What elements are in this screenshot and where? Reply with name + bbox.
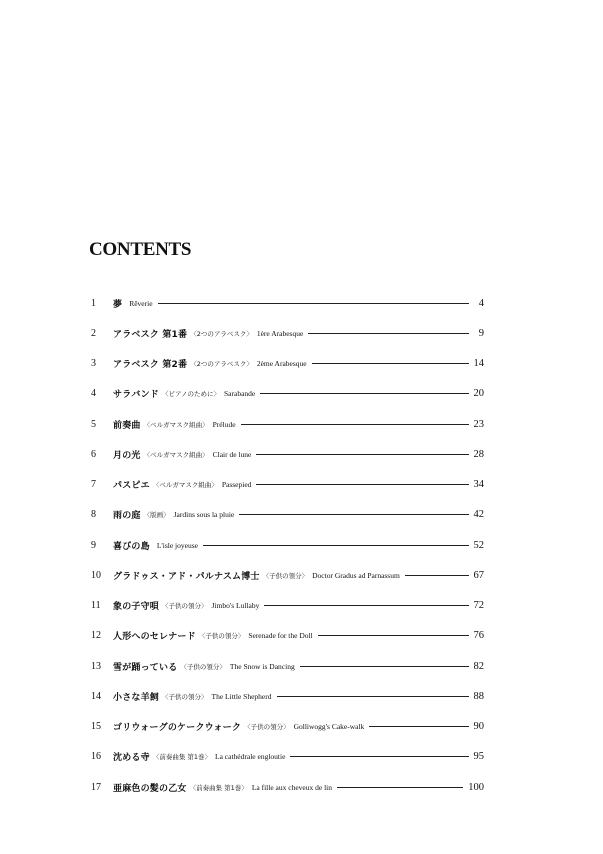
entry-page: 14 bbox=[473, 358, 484, 370]
entry-number: 6 bbox=[91, 448, 96, 460]
entry-number: 16 bbox=[91, 751, 101, 763]
entry-page: 20 bbox=[473, 388, 484, 400]
entry-title-en: La cathédrale engloutie bbox=[215, 752, 286, 762]
entry-title-jp: グラドゥス・アド・パルナスム博士 bbox=[113, 571, 260, 582]
entry-title-jp: 月の光 bbox=[113, 450, 141, 461]
entry-number: 2 bbox=[91, 327, 96, 339]
dot-leader bbox=[300, 666, 469, 667]
entry-title-en: The Snow is Dancing bbox=[229, 661, 295, 671]
entry-title-en: Sarabande bbox=[224, 389, 256, 399]
toc-entry bbox=[91, 530, 484, 560]
entry-page: 95 bbox=[473, 751, 484, 763]
toc-entry bbox=[91, 379, 484, 409]
dot-leader bbox=[337, 787, 463, 788]
toc-entry bbox=[91, 409, 484, 439]
dot-leader bbox=[405, 575, 469, 576]
dot-leader bbox=[241, 424, 469, 425]
entry-source: 〈前奏曲集 第1巻〉 bbox=[152, 753, 212, 762]
dot-leader bbox=[239, 514, 468, 515]
toc-entry bbox=[91, 681, 484, 711]
entry-title-en: La fille aux cheveux de lin bbox=[251, 782, 332, 792]
entry-title-en: 2ème Arabesque bbox=[256, 359, 307, 369]
entry-title-jp: 喜びの島 bbox=[113, 541, 150, 552]
entry-number: 15 bbox=[91, 721, 101, 733]
page-title: CONTENTS bbox=[89, 239, 192, 260]
entry-number: 1 bbox=[91, 297, 96, 309]
entry-title-en: The Little Shepherd bbox=[211, 691, 272, 701]
entry-title-jp: 沈める寺 bbox=[113, 753, 150, 764]
entry-page: 9 bbox=[478, 327, 484, 339]
toc-entry bbox=[91, 712, 484, 742]
entry-title-en: Jardins sous la pluie bbox=[173, 510, 235, 520]
entry-title-en: Prélude bbox=[212, 419, 236, 429]
entry-page: 4 bbox=[478, 297, 484, 309]
entry-number: 17 bbox=[91, 781, 101, 793]
dot-leader bbox=[318, 635, 469, 636]
entry-title-en: Doctor Gradus ad Parnassum bbox=[312, 570, 400, 580]
entry-title-en: 1ère Arabesque bbox=[256, 328, 304, 338]
toc-entry bbox=[91, 591, 484, 621]
entry-number: 11 bbox=[91, 600, 101, 612]
entry-source: 〈子供の領分〉 bbox=[244, 723, 290, 732]
entry-source: 〈ベルガマスク組曲〉 bbox=[152, 481, 218, 490]
entry-title-en: Clair de lune bbox=[212, 449, 252, 459]
entry-title-jp: 雨の庭 bbox=[113, 511, 141, 522]
dot-leader bbox=[312, 363, 469, 364]
entry-title-en: Passepied bbox=[221, 480, 252, 490]
entry-title-jp: サラバンド bbox=[113, 390, 160, 401]
entry-source: 〈ピアノのために〉 bbox=[162, 390, 220, 399]
entry-title-jp: アラベスク 第2番 bbox=[113, 360, 188, 371]
dot-leader bbox=[256, 454, 468, 455]
entry-page: 90 bbox=[473, 721, 484, 733]
entry-source: 〈前奏曲集 第1巻〉 bbox=[189, 783, 248, 792]
entry-title-en: L'isle joyeuse bbox=[156, 540, 198, 550]
dot-leader bbox=[308, 333, 469, 334]
entry-number: 13 bbox=[91, 660, 101, 672]
entry-number: 14 bbox=[91, 690, 101, 702]
toc-entry bbox=[91, 470, 484, 500]
entry-source: 〈ベルガマスク組曲〉 bbox=[143, 450, 209, 459]
entry-page: 34 bbox=[473, 479, 484, 491]
entry-title-jp: 亜麻色の髪の乙女 bbox=[113, 783, 187, 794]
toc-entry bbox=[91, 500, 484, 530]
entry-number: 10 bbox=[91, 569, 101, 581]
entry-number: 7 bbox=[91, 479, 96, 491]
entry-title-jp: 小さな羊飼 bbox=[113, 692, 160, 703]
toc-entry bbox=[91, 318, 484, 348]
entry-page: 42 bbox=[473, 509, 484, 521]
dot-leader bbox=[264, 605, 468, 606]
entry-source: 〈ベルガマスク組曲〉 bbox=[143, 420, 209, 429]
entry-page: 67 bbox=[473, 569, 484, 581]
entry-number: 9 bbox=[91, 539, 96, 551]
entry-title-jp: パスピエ bbox=[113, 481, 150, 492]
toc-entry bbox=[91, 651, 484, 681]
entry-page: 76 bbox=[473, 630, 484, 642]
entry-page: 28 bbox=[473, 448, 484, 460]
entry-title-en: Rêverie bbox=[129, 298, 153, 308]
entry-title-jp: 雪が踊っている bbox=[113, 662, 178, 673]
toc-entry bbox=[91, 560, 484, 590]
entry-title-jp: アラベスク 第1番 bbox=[113, 329, 188, 340]
toc-entry bbox=[91, 439, 484, 469]
dot-leader bbox=[260, 393, 468, 394]
dot-leader bbox=[369, 726, 468, 727]
entry-page: 52 bbox=[473, 539, 484, 551]
entry-title-jp: ゴリウォーグのケークウォーク bbox=[113, 723, 242, 734]
entry-page: 100 bbox=[468, 781, 484, 793]
dot-leader bbox=[203, 545, 469, 546]
toc-entry bbox=[91, 288, 484, 318]
entry-number: 12 bbox=[91, 630, 101, 642]
entry-number: 3 bbox=[91, 358, 96, 370]
entry-source: 〈子供の領分〉 bbox=[162, 692, 208, 701]
entry-page: 23 bbox=[473, 418, 484, 430]
dot-leader bbox=[256, 484, 468, 485]
entry-number: 4 bbox=[91, 388, 96, 400]
toc-entry bbox=[91, 621, 484, 651]
toc-entry bbox=[91, 772, 484, 802]
entry-number: 5 bbox=[91, 418, 96, 430]
entry-source: 〈2つのアラベスク〉 bbox=[190, 329, 253, 338]
table-of-contents bbox=[91, 288, 484, 802]
entry-source: 〈版画〉 bbox=[143, 511, 170, 520]
entry-title-jp: 夢 bbox=[113, 299, 123, 310]
entry-number: 8 bbox=[91, 509, 96, 521]
entry-title-en: Serenade for the Doll bbox=[248, 631, 313, 641]
entry-title-en: Jimbo's Lullaby bbox=[211, 601, 260, 611]
entry-page: 88 bbox=[473, 690, 484, 702]
dot-leader bbox=[277, 696, 469, 697]
entry-page: 82 bbox=[473, 660, 484, 672]
entry-source: 〈子供の領分〉 bbox=[198, 632, 245, 641]
entry-title-jp: 象の子守唄 bbox=[113, 602, 160, 613]
entry-title-en: Golliwogg's Cake-walk bbox=[293, 722, 365, 732]
dot-leader bbox=[158, 303, 469, 304]
entry-source: 〈子供の領分〉 bbox=[162, 602, 208, 611]
entry-source: 〈子供の領分〉 bbox=[262, 571, 309, 580]
entry-title-jp: 前奏曲 bbox=[113, 420, 141, 431]
entry-source: 〈子供の領分〉 bbox=[180, 662, 226, 671]
toc-entry bbox=[91, 742, 484, 772]
toc-entry bbox=[91, 349, 484, 379]
entry-title-jp: 人形へのセレナード bbox=[113, 632, 196, 643]
entry-page: 72 bbox=[473, 600, 484, 612]
dot-leader bbox=[290, 756, 468, 757]
entry-source: 〈2つのアラベスク〉 bbox=[190, 360, 253, 369]
